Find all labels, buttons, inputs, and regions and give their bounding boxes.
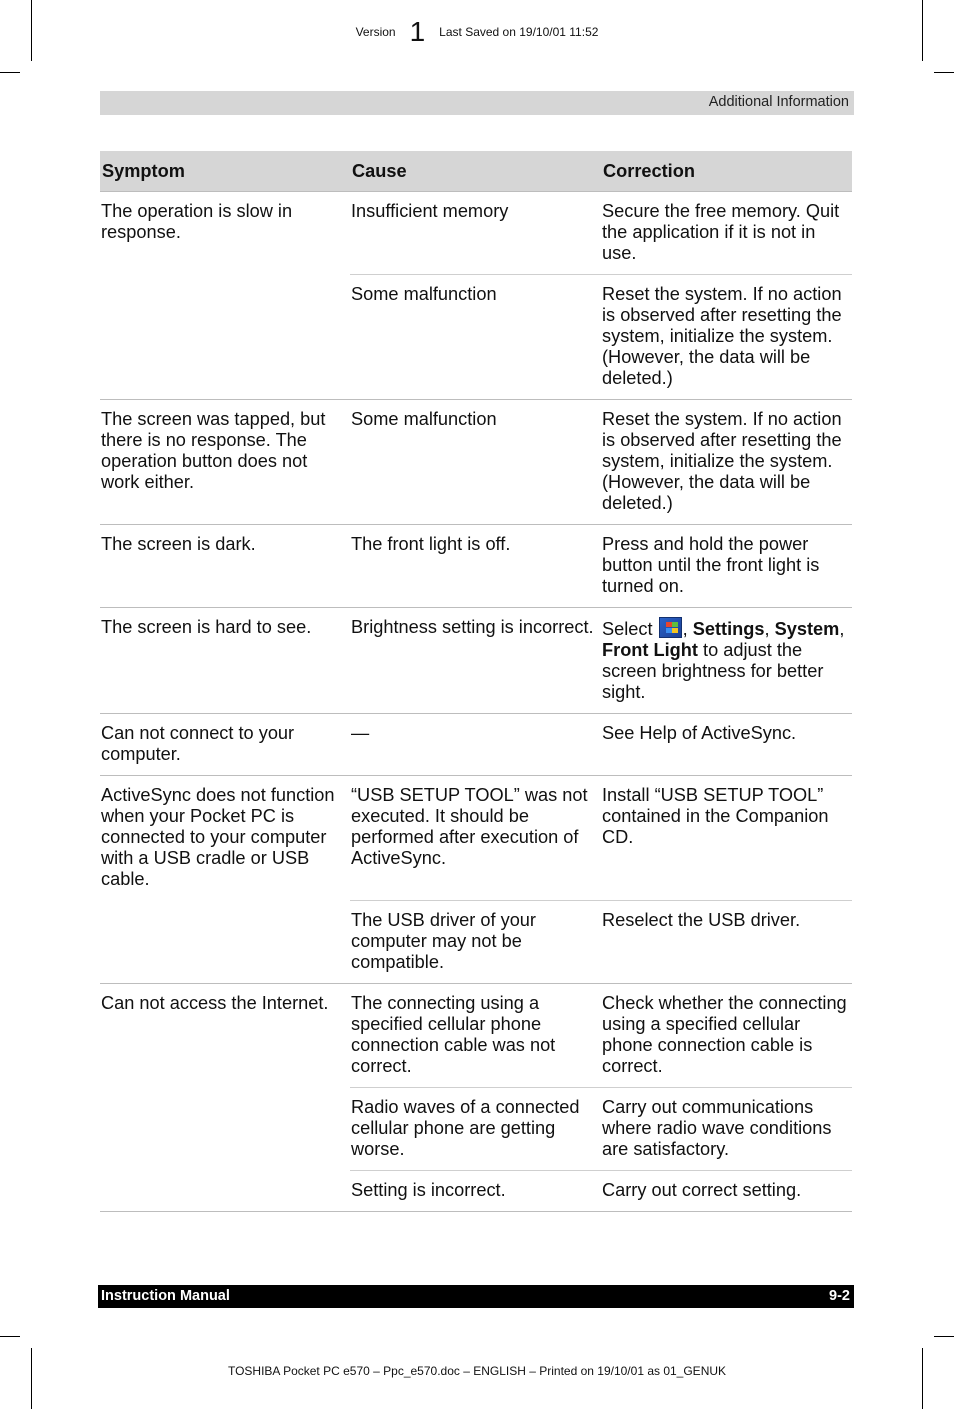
separator: , bbox=[682, 619, 688, 639]
correction-cell: Reselect the USB driver. bbox=[601, 901, 852, 984]
cause-cell: Radio waves of a connected cellular phone are getting worse. bbox=[350, 1088, 601, 1171]
cause-cell: The USB driver of your computer may not be compatible. bbox=[350, 901, 601, 984]
select-text: Select bbox=[602, 619, 653, 639]
correction-cell bbox=[601, 608, 852, 714]
correction-cell: Check whether the connecting using a specified cellular phone connection cable is correct. bbox=[601, 984, 852, 1088]
table-row bbox=[100, 984, 852, 1088]
crop-mark bbox=[31, 1348, 32, 1409]
symptom-cell: The operation is slow in response. bbox=[100, 192, 350, 400]
correction-cell: Install “USB SETUP TOOL” contained in the Companion CD. bbox=[601, 776, 852, 901]
correction-cell: Press and hold the power button until the front light is turned on. bbox=[601, 525, 852, 608]
page-number: 9-2 bbox=[829, 1288, 850, 1304]
table-row bbox=[100, 608, 852, 714]
version-number: 1 bbox=[409, 16, 426, 47]
front-light-label: Front Light bbox=[602, 640, 698, 660]
column-header-correction: Correction bbox=[601, 151, 852, 192]
print-info: TOSHIBA Pocket PC e570 – Ppc_e570.doc – ENGLISH – Printed on 19/10/01 as 01_GENUK bbox=[227, 1364, 727, 1378]
correction-cell: Secure the free memory. Quit the application if it is not in use. bbox=[601, 192, 852, 275]
cause-cell: “USB SETUP TOOL” was not executed. It should be performed after execution of ActiveSync. bbox=[350, 776, 601, 901]
symptom-cell: The screen was tapped, but there is no response. The operation button does not work either. bbox=[100, 400, 350, 525]
correction-tail-text: to adjust the screen brightness for better sight. bbox=[602, 640, 824, 702]
crop-mark bbox=[934, 72, 954, 73]
cause-cell: Some malfunction bbox=[350, 400, 601, 525]
symptom-cell: The screen is hard to see. bbox=[100, 608, 350, 714]
troubleshooting-table bbox=[100, 151, 852, 1212]
cause-cell: — bbox=[350, 714, 601, 776]
manual-label: Instruction Manual bbox=[101, 1288, 230, 1304]
last-saved: Last Saved on 19/10/01 11:52 bbox=[439, 25, 599, 39]
crop-mark bbox=[0, 1336, 20, 1337]
document-meta-header bbox=[0, 18, 954, 46]
symptom-cell: The screen is dark. bbox=[100, 525, 350, 608]
footer-bar bbox=[98, 1285, 854, 1308]
correction-cell: See Help of ActiveSync. bbox=[601, 714, 852, 776]
symptom-cell: Can not connect to your computer. bbox=[100, 714, 350, 776]
cause-cell: The front light is off. bbox=[350, 525, 601, 608]
table-row bbox=[100, 192, 852, 275]
table-row bbox=[100, 776, 852, 901]
settings-label: Settings bbox=[692, 619, 765, 639]
cause-cell: Setting is incorrect. bbox=[350, 1171, 601, 1212]
separator: , bbox=[839, 619, 845, 639]
separator: , bbox=[764, 619, 770, 639]
section-title: Additional Information bbox=[708, 94, 849, 110]
cause-cell: Insufficient memory bbox=[350, 192, 601, 275]
correction-cell: Carry out communications where radio wave conditions are satisfactory. bbox=[601, 1088, 852, 1171]
correction-cell: Carry out correct setting. bbox=[601, 1171, 852, 1212]
correction-cell: Reset the system. If no action is observed after resetting the system, initialize the system. (However, the data will be deleted.) bbox=[601, 400, 852, 525]
column-header-symptom: Symptom bbox=[100, 151, 350, 192]
cause-cell: Some malfunction bbox=[350, 275, 601, 400]
section-header-bar bbox=[100, 91, 854, 115]
cause-cell: The connecting using a specified cellular phone connection cable was not correct. bbox=[350, 984, 601, 1088]
table-row bbox=[100, 714, 852, 776]
crop-mark bbox=[0, 72, 20, 73]
cause-cell: Brightness setting is incorrect. bbox=[350, 608, 601, 714]
version-label: Version bbox=[355, 25, 396, 39]
symptom-cell: ActiveSync does not function when your Pocket PC is connected to your computer with a USB cradle or USB cable. bbox=[100, 776, 350, 984]
correction-cell: Reset the system. If no action is observed after resetting the system, initialize the system. (However, the data will be deleted.) bbox=[601, 275, 852, 400]
column-header-cause: Cause bbox=[350, 151, 601, 192]
crop-mark bbox=[934, 1336, 954, 1337]
table-row bbox=[100, 400, 852, 525]
symptom-cell: Can not access the Internet. bbox=[100, 984, 350, 1212]
windows-start-icon bbox=[659, 617, 682, 638]
system-label: System bbox=[774, 619, 840, 639]
table-row bbox=[100, 525, 852, 608]
crop-mark bbox=[922, 1348, 923, 1409]
table-header-row bbox=[100, 151, 852, 192]
